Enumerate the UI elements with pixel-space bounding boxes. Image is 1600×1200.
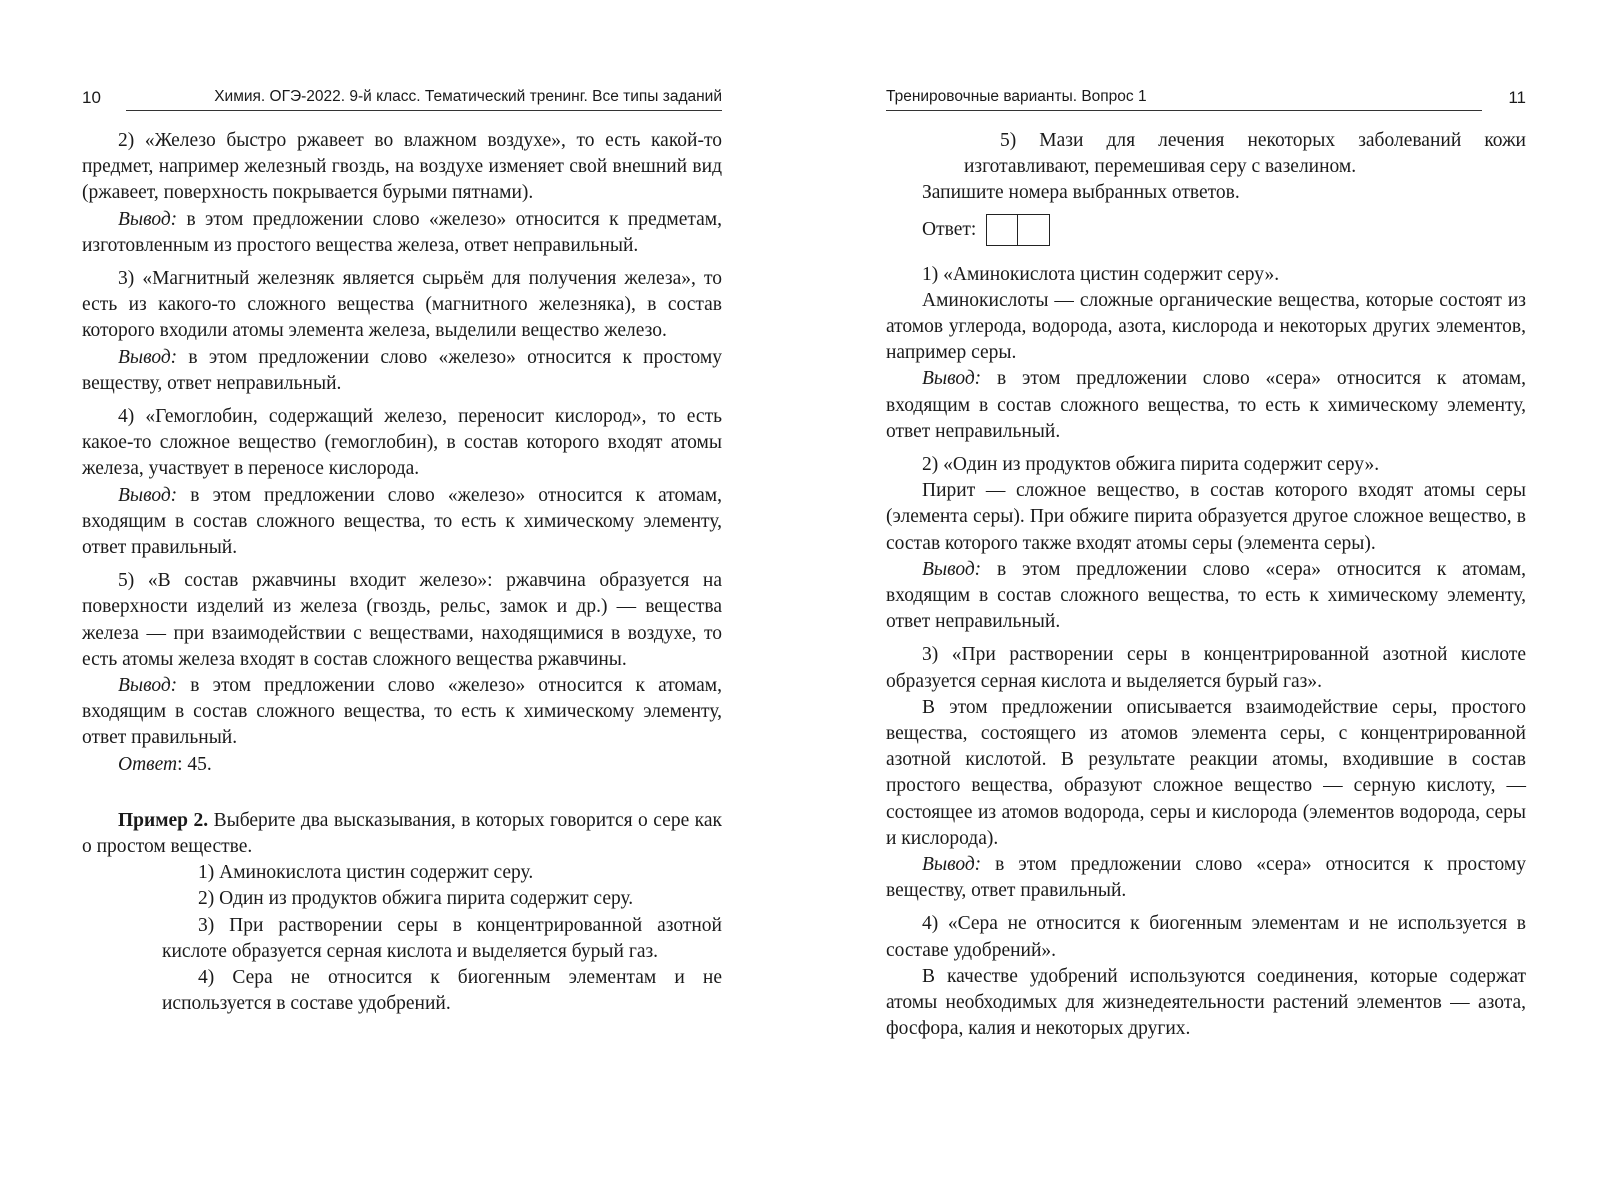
conclusion-label: Вывод: xyxy=(118,208,178,230)
quoted-statement: 3) «При растворении серы в концентрированной азотной кислоте образуется серная кислота и выделяется бурый газ». xyxy=(886,644,1526,692)
answer-label: Ответ: xyxy=(922,218,977,240)
conclusion-label: Вывод: xyxy=(118,346,178,368)
right-page xyxy=(800,0,1600,1200)
conclusion-label: Вывод: xyxy=(922,368,982,390)
list-item: 4) Сера не относится к биогенным элементам и не используется в составе удобрений. xyxy=(162,967,722,1015)
answer-row xyxy=(886,210,1526,250)
conclusion xyxy=(82,483,722,562)
instruction: Запишите номера выбранных ответов. xyxy=(922,182,1240,204)
example-heading xyxy=(82,808,722,860)
conclusion xyxy=(886,366,1526,445)
paragraph: 5) «В состав ржавчины входит железо»: ржавчина образуется на поверхности изделий из железа (гвоздь, рельс, замок и др.) — вещества железа — при взаимодействии с веществами, находящимися в воздухе, то есть атомы железа входят в состав сложного вещества ржавчины. xyxy=(82,570,722,670)
conclusion-text: в этом предложении слово «сера» относится к атомам, входящим в состав сложного вещества, то есть к химическому элементу, ответ неправильный. xyxy=(886,558,1526,633)
example-label: Пример 2. xyxy=(118,809,209,831)
example-text: Выберите два высказывания, в которых говорится о сере как о простом веществе. xyxy=(82,809,722,858)
paragraph: 4) «Гемоглобин, содержащий железо, переносит кислород», то есть какое-то сложное вещество (гемоглобин), в состав которого входят атомы железа, участвует в переносе кислорода. xyxy=(82,406,722,480)
answer-box xyxy=(986,214,1018,246)
list-item: 1) Аминокислота цистин содержит серу. xyxy=(198,862,534,884)
page-number: 11 xyxy=(1508,88,1526,107)
quoted-statement: 2) «Один из продуктов обжига пирита содержит серу». xyxy=(922,454,1380,476)
conclusion-text: в этом предложении слово «сера» относится к атомам, входящим в состав сложного вещества, то есть к химическому элементу, ответ неправильный. xyxy=(886,368,1526,442)
answer-box xyxy=(1018,214,1050,246)
paragraph: Аминокислоты — сложные органические вещества, которые состоят из атомов углерода, водорода, азота, кислорода и некоторых других элементов, например серы. xyxy=(886,289,1526,364)
quoted-statement: 1) «Аминокислота цистин содержит серу». xyxy=(922,263,1280,285)
left-running-head xyxy=(82,86,722,112)
header-rule xyxy=(126,110,722,111)
left-page-body xyxy=(82,128,722,1018)
conclusion xyxy=(886,852,1526,904)
conclusion-text: в этом предложении слово «железо» относится к атомам, входящим в состав сложного вещества, то есть к химическому элементу, ответ правильный. xyxy=(82,675,722,749)
header-rule xyxy=(886,110,1482,111)
conclusion-label: Вывод: xyxy=(118,484,178,506)
conclusion-text: в этом предложении слово «железо» относится к предметам, изготовленным из простого вещества железа, ответ неправильный. xyxy=(82,208,722,256)
conclusion xyxy=(82,673,722,752)
list-item: 2) Один из продуктов обжига пирита содержит серу. xyxy=(198,888,634,910)
paragraph: В качестве удобрений используются соединения, которые содержат атомы необходимых для жизнедеятельности растений элементов — азота, фосфора, калия и некоторых других. xyxy=(886,965,1526,1040)
conclusion xyxy=(82,207,722,259)
paragraph: Пирит — сложное вещество, в состав которого входят атомы серы (элемента серы). При обжиге пирита образуется другое сложное вещество, в состав которого также входят атомы серы (элемента серы). xyxy=(886,480,1526,554)
answer-boxes xyxy=(986,214,1050,246)
conclusion xyxy=(82,345,722,397)
answer-line xyxy=(82,752,722,778)
conclusion xyxy=(886,557,1526,636)
list-item: 5) Мази для лечения некоторых заболеваний кожи изготавливают, перемешивая серу с вазелином. xyxy=(964,130,1526,178)
paragraph: В этом предложении описывается взаимодействие серы, простого вещества, состоящего из атомов элемента серы, с концентрированной азотной кислотой. В результате реакции атомы, входившие в состав простого вещества, образуют сложное вещество — серную кислоту, — состоящее из атомов водорода, серы и кислорода (элементов водорода, серы и кислорода). xyxy=(886,696,1526,849)
running-title: Тренировочные варианты. Вопрос 1 xyxy=(886,88,1147,105)
paragraph: 3) «Магнитный железняк является сырьём для получения железа», то есть из какого-то сложного вещества (магнитного железняка), в состав которого входили атомы элемента железа, выделили вещество железо. xyxy=(82,268,722,342)
conclusion-label: Вывод: xyxy=(922,558,982,580)
answer-value: : 45. xyxy=(177,753,212,775)
list-item: 3) При растворении серы в концентрированной азотной кислоте образуется серная кислота и выделяется бурый газ. xyxy=(162,914,722,962)
conclusion-text: в этом предложении слово «железо» относится к атомам, входящим в состав сложного вещества, то есть к химическому элементу, ответ правильный. xyxy=(82,484,722,559)
running-title: Химия. ОГЭ-2022. 9-й класс. Тематический тренинг. Все типы заданий xyxy=(214,88,722,105)
conclusion-text: в этом предложении слово «железо» относится к простому веществу, ответ неправильный. xyxy=(82,346,722,394)
page-number: 10 xyxy=(82,88,101,107)
conclusion-label: Вывод: xyxy=(922,854,982,876)
conclusion-label: Вывод: xyxy=(118,675,178,697)
paragraph: 2) «Железо быстро ржавеет во влажном воздухе», то есть какой-то предмет, например железный гвоздь, на воздухе изменяет свой внешний вид (ржавеет, поверхность покрывается бурыми пятнами). xyxy=(82,130,722,204)
right-page-body xyxy=(886,128,1526,1043)
answer-label: Ответ xyxy=(118,753,178,775)
quoted-statement: 4) «Сера не относится к биогенным элементам и не используется в составе удобрений». xyxy=(886,913,1526,961)
conclusion-text: в этом предложении слово «сера» относится к простому веществу, ответ правильный. xyxy=(886,854,1526,902)
right-running-head xyxy=(886,86,1526,112)
